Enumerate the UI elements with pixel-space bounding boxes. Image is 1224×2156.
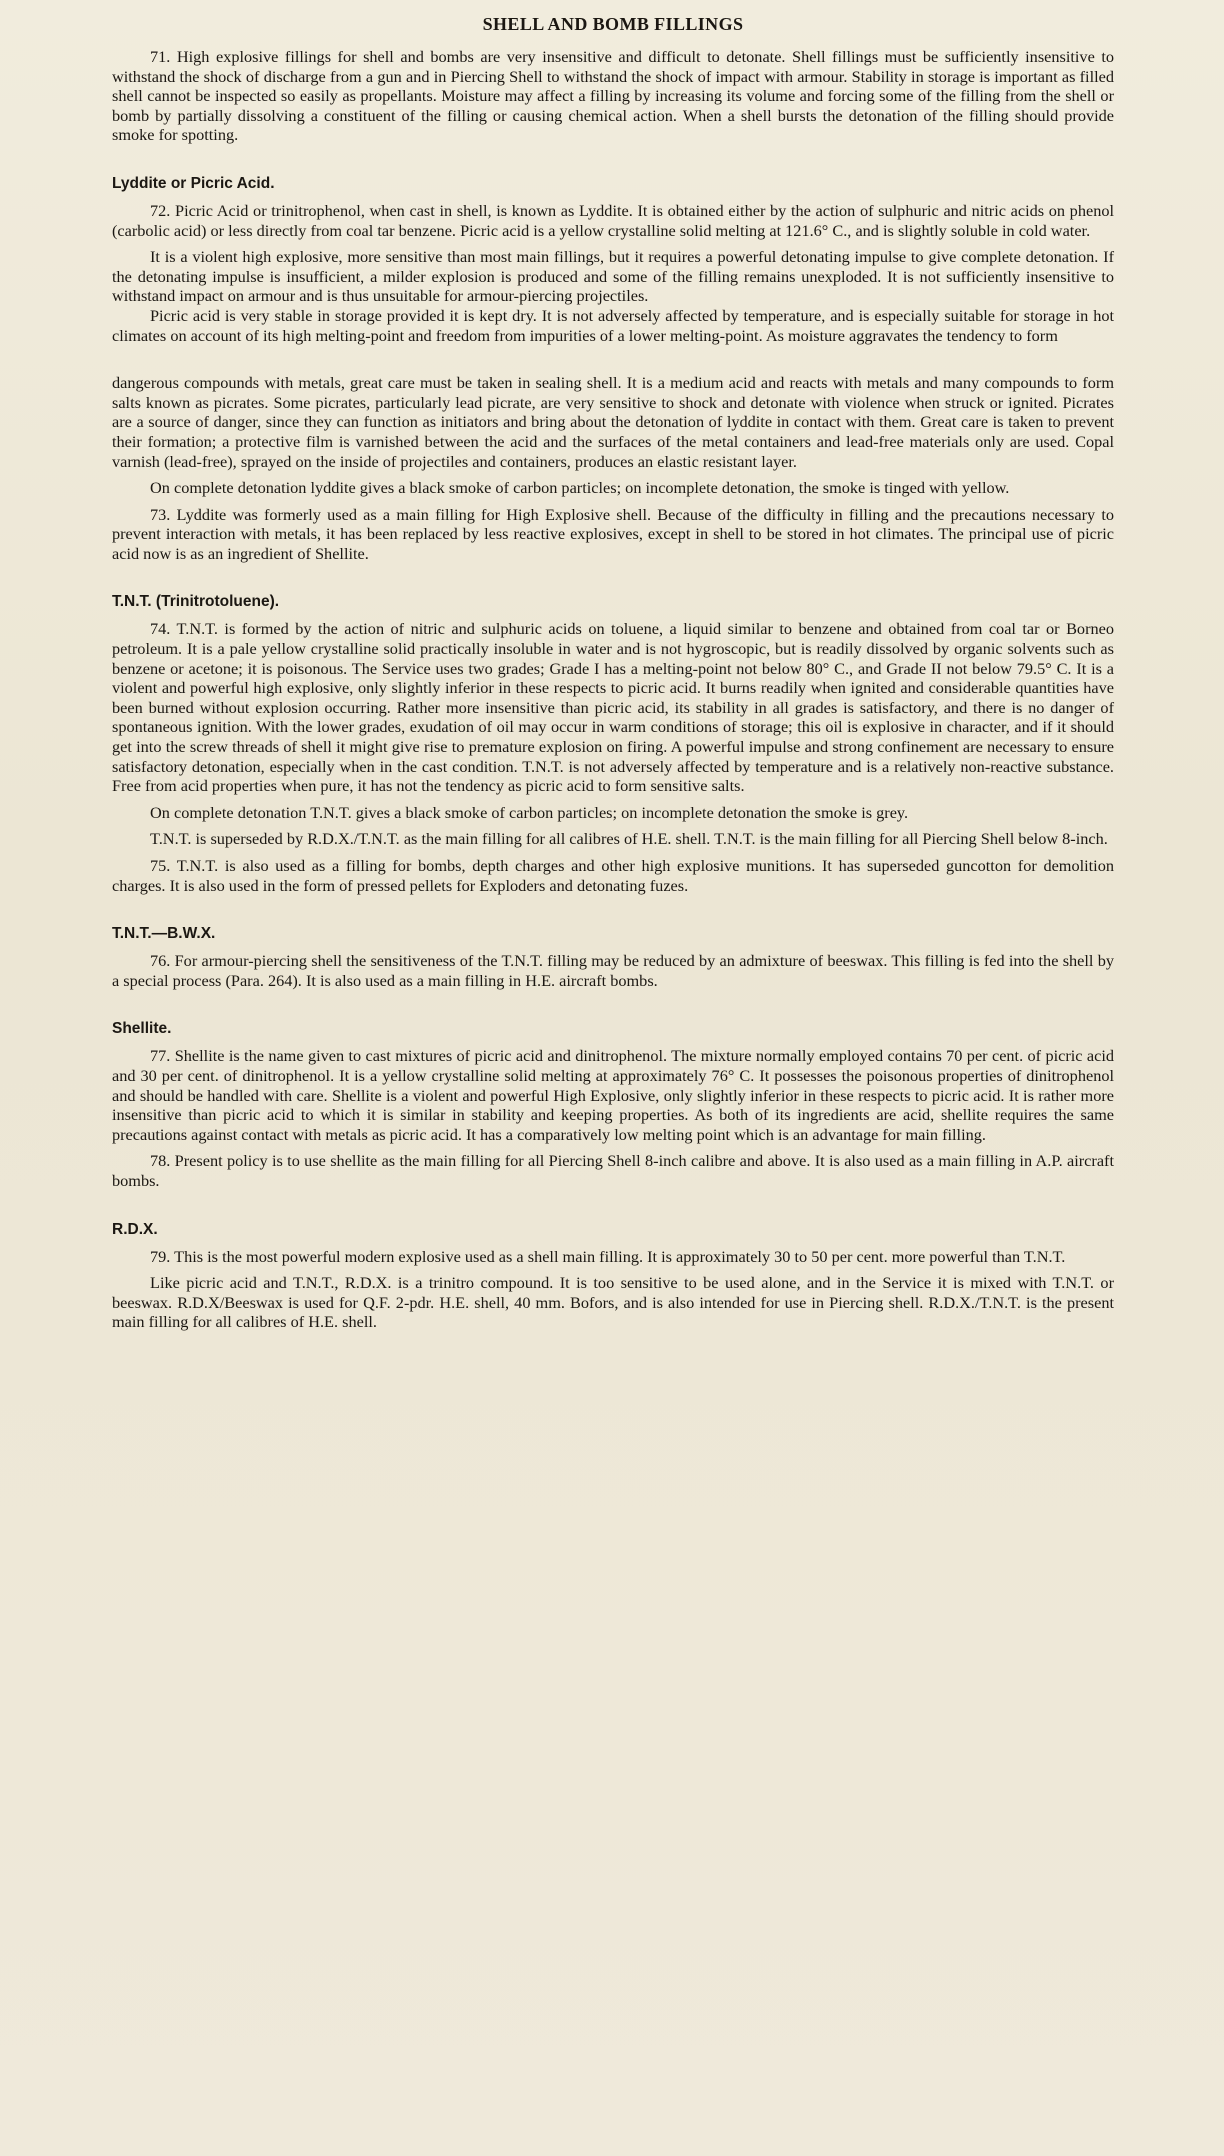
heading-tnt-bwx: T.N.T.—B.W.X.: [112, 925, 216, 943]
paragraph-lyddite-smoke: On complete detonation lyddite gives a black smoke of carbon particles; on incomplete detonation, the smoke is tinged with yellow.: [150, 478, 1010, 498]
paragraph-lyddite-picrates: dangerous compounds with metals, great care must be taken in sealing shell. It is a medium acid and reacts with metals and many compounds to form salts known as picrates. Some picrates, particularly lead picrate, are very sensitive to shock and detonate with violence when struck or ignited. Picrates are a source of danger, since they can function as initiators and bring about the detonation of lyddite in contact with them. Great care is taken to prevent their formation; a protective film is varnished between the acid and the surfaces of the metal containers and lead-free materials only are used. Copal varnish (lead-free), sprayed on the inside of projectiles and containers, produces an elastic resistant layer.: [112, 373, 1114, 471]
paragraph-74: 74. T.N.T. is formed by the action of nitric and sulphuric acids on toluene, a liquid similar to benzene and obtained from coal tar or Borneo petroleum. It is a pale yellow crystalline solid practically insoluble in water and is not hygroscopic, but is readily dissolved by organic solvents such as benzene or acetone; it is poisonous. The Service uses two grades; Grade I has a melting-point not below 80° C., and Grade II not below 79.5° C. It is a violent and powerful high explosive, only slightly inferior in these respects to picric acid. It burns readily when ignited and considerable quantities have been burned without explosion occurring. Rather more insensitive than picric acid, its stability in all grades is satisfactory, and there is no danger of spontaneous ignition. With the lower grades, exudation of oil may occur in warm conditions of storage; this oil is explosive in character, and if it should get into the screw threads of shell it might give rise to premature explosion on firing. A powerful impulse and strong confinement are necessary to ensure satisfactory detonation, especially when in the cast condition. T.N.T. is not adversely affected by temperature and is a relatively non-reactive substance. Free from acid properties when pure, it has not the tendency as picric acid to form sensitive salts.: [112, 619, 1114, 796]
heading-shellite: Shellite.: [112, 1020, 172, 1038]
paragraph-rdx-mixtures: Like picric acid and T.N.T., R.D.X. is a trinitro compound. It is too sensitive to be used alone, and in the Service it is mixed with T.N.T. or beeswax. R.D.X/Beeswax is used for Q.F. 2-pdr. H.E. shell, 40 mm. Bofors, and is also intended for use in Piercing shell. R.D.X./T.N.T. is the present main filling for all calibres of H.E. shell.: [112, 1273, 1114, 1332]
paragraph-76: 76. For armour-piercing shell the sensitiveness of the T.N.T. filling may be reduced by an admixture of beeswax. This filling is fed into the shell by a special process (Para. 264). It is also used as a main filling in H.E. aircraft bombs.: [112, 951, 1114, 990]
heading-lyddite: Lyddite or Picric Acid.: [112, 174, 275, 192]
paragraph-71: 71. High explosive fillings for shell and bombs are very insensitive and difficult to detonate. Shell fillings must be sufficiently insensitive to withstand the shock of discharge from a gun and in Piercing Shell to withstand the shock of impact with armour. Stability in storage is important as filled shell cannot be inspected so easily as propellants. Moisture may affect a filling by increasing its volume and forcing some of the filling from the shell or bomb by partially dissolving a constituent of the filling or causing chemical action. When a shell bursts the detonation of the filling should provide smoke for spotting.: [112, 47, 1114, 145]
paragraph-lyddite-sensitivity: It is a violent high explosive, more sensitive than most main fillings, but it requires a powerful detonating impulse to give complete detonation. If the detonating impulse is insufficient, a milder explosion is produced and some of the filling remains unexploded. It is not sufficiently insensitive to withstand impact on armour and is thus unsuitable for armour-piercing projectiles.: [112, 247, 1114, 306]
paragraph-72: 72. Picric Acid or trinitrophenol, when cast in shell, is known as Lyddite. It is obtained either by the action of sulphuric and nitric acids on phenol (carbolic acid) or less directly from coal tar benzene. Picric acid is a yellow crystalline solid melting at 121.6° C., and is slightly soluble in cold water.: [112, 200, 1114, 240]
paragraph-75: 75. T.N.T. is also used as a filling for bombs, depth charges and other high explosive munitions. It has superseded guncotton for demolition charges. It is also used in the form of pressed pellets for Exploders and detonating fuzes.: [112, 856, 1114, 895]
page-title: SHELL AND BOMB FILLINGS: [482, 14, 744, 34]
paragraph-tnt-smoke: On complete detonation T.N.T. gives a black smoke of carbon particles; on incomplete detonation the smoke is grey.: [150, 802, 909, 822]
paragraph-79: 79. This is the most powerful modern explosive used as a shell main filling. It is approximately 30 to 50 per cent. more powerful than T.N.T.: [150, 1246, 1066, 1266]
paragraph-lyddite-storage: Picric acid is very stable in storage provided it is kept dry. It is not adversely affected by temperature, and is especially suitable for storage in hot climates on account of its high melting-point and freedom from impurities of a lower melting-point. As moisture aggravates the tendency to form: [112, 305, 1114, 345]
paragraph-77: 77. Shellite is the name given to cast mixtures of picric acid and dinitrophenol. The mixture normally employed contains 70 per cent. of picric acid and 30 per cent. of dinitrophenol. It is a yellow crystalline solid melting at approximately 76° C. It possesses the poisonous properties of dinitrophenol and should be handled with care. Shellite is a violent and powerful High Explosive, only slightly inferior in these respects to picric acid. It is rather more insensitive than picric acid to which it is similar in stability and keeping properties. As both of its ingredients are acid, shellite requires the same precautions against contact with metals as picric acid. It has a comparatively low melting point which is an advantage for main filling.: [112, 1046, 1114, 1144]
paragraph-tnt-superseded: T.N.T. is superseded by R.D.X./T.N.T. as the main filling for all calibres of H.E. shell. T.N.T. is the main filling for all Piercing Shell below 8-inch.: [150, 829, 1108, 849]
paragraph-78: 78. Present policy is to use shellite as the main filling for all Piercing Shell 8-inch calibre and above. It is also used as a main filling in A.P. aircraft bombs.: [112, 1151, 1114, 1190]
paragraph-73: 73. Lyddite was formerly used as a main filling for High Explosive shell. Because of the difficulty in filling and the precautions necessary to prevent interaction with metals, it has been replaced by less reactive explosives, except in shell to be stored in hot climates. The principal use of picric acid now is as an ingredient of Shellite.: [112, 504, 1114, 563]
heading-tnt: T.N.T. (Trinitrotoluene).: [112, 593, 280, 611]
heading-rdx: R.D.X.: [112, 1220, 158, 1238]
